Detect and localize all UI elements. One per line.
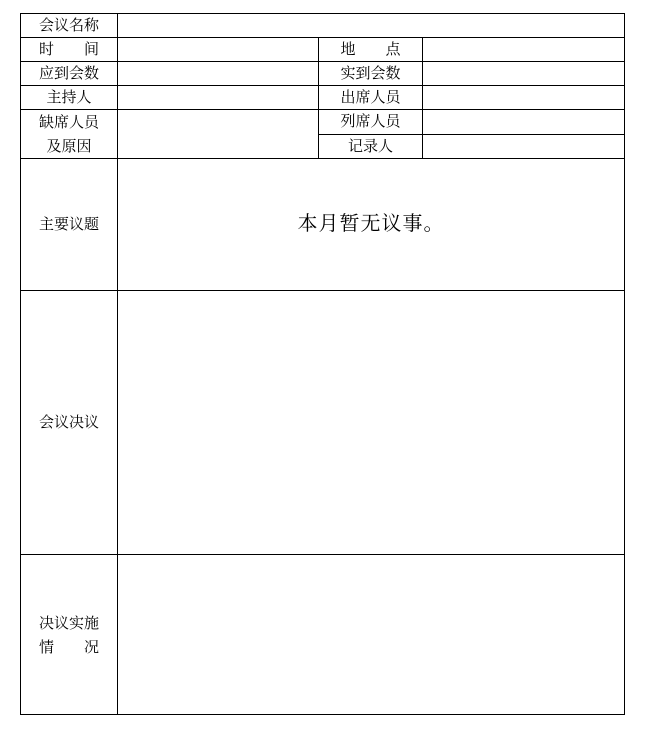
time-label: 时 间	[21, 38, 118, 62]
main-topics-text: 本月暂无议事。	[297, 211, 445, 235]
main-topics-value[interactable]	[118, 159, 625, 291]
meeting-name-label: 会议名称	[21, 14, 118, 38]
host-value[interactable]	[118, 86, 319, 110]
actual-count-label: 实到会数	[319, 62, 423, 86]
row-absentees-observers	[21, 110, 625, 135]
location-value[interactable]	[423, 38, 625, 62]
actual-count-value[interactable]	[423, 62, 625, 86]
location-label: 地 点	[319, 38, 423, 62]
expected-count-label: 应到会数	[21, 62, 118, 86]
decisions-label: 会议决议	[21, 291, 118, 555]
main-topics-label: 主要议题	[21, 159, 118, 291]
implementation-value[interactable]	[118, 555, 625, 715]
implementation-label-line1: 决议实施	[38, 613, 99, 632]
observers-value[interactable]	[423, 110, 625, 135]
absentees-label-line2: 及原因	[46, 137, 92, 155]
row-implementation	[21, 555, 625, 715]
attendees-value[interactable]	[423, 86, 625, 110]
time-value[interactable]	[118, 38, 319, 62]
implementation-label	[21, 555, 118, 715]
expected-count-value[interactable]	[118, 62, 319, 86]
row-counts	[21, 62, 625, 86]
absentees-value[interactable]	[118, 110, 319, 159]
implementation-label-line2: 情 况	[38, 637, 99, 656]
recorder-value[interactable]	[423, 134, 625, 159]
row-host-attendees	[21, 86, 625, 110]
absentees-label	[21, 110, 118, 159]
observers-label: 列席人员	[319, 110, 423, 135]
meeting-minutes-form	[20, 13, 625, 715]
host-label: 主持人	[21, 86, 118, 110]
row-decisions	[21, 291, 625, 555]
row-time-location	[21, 38, 625, 62]
row-meeting-name	[21, 14, 625, 38]
row-main-topics	[21, 159, 625, 291]
absentees-label-line1: 缺席人员	[38, 113, 99, 131]
recorder-label: 记录人	[319, 134, 423, 159]
attendees-label: 出席人员	[319, 86, 423, 110]
decisions-value[interactable]	[118, 291, 625, 555]
meeting-name-value[interactable]	[118, 14, 625, 38]
